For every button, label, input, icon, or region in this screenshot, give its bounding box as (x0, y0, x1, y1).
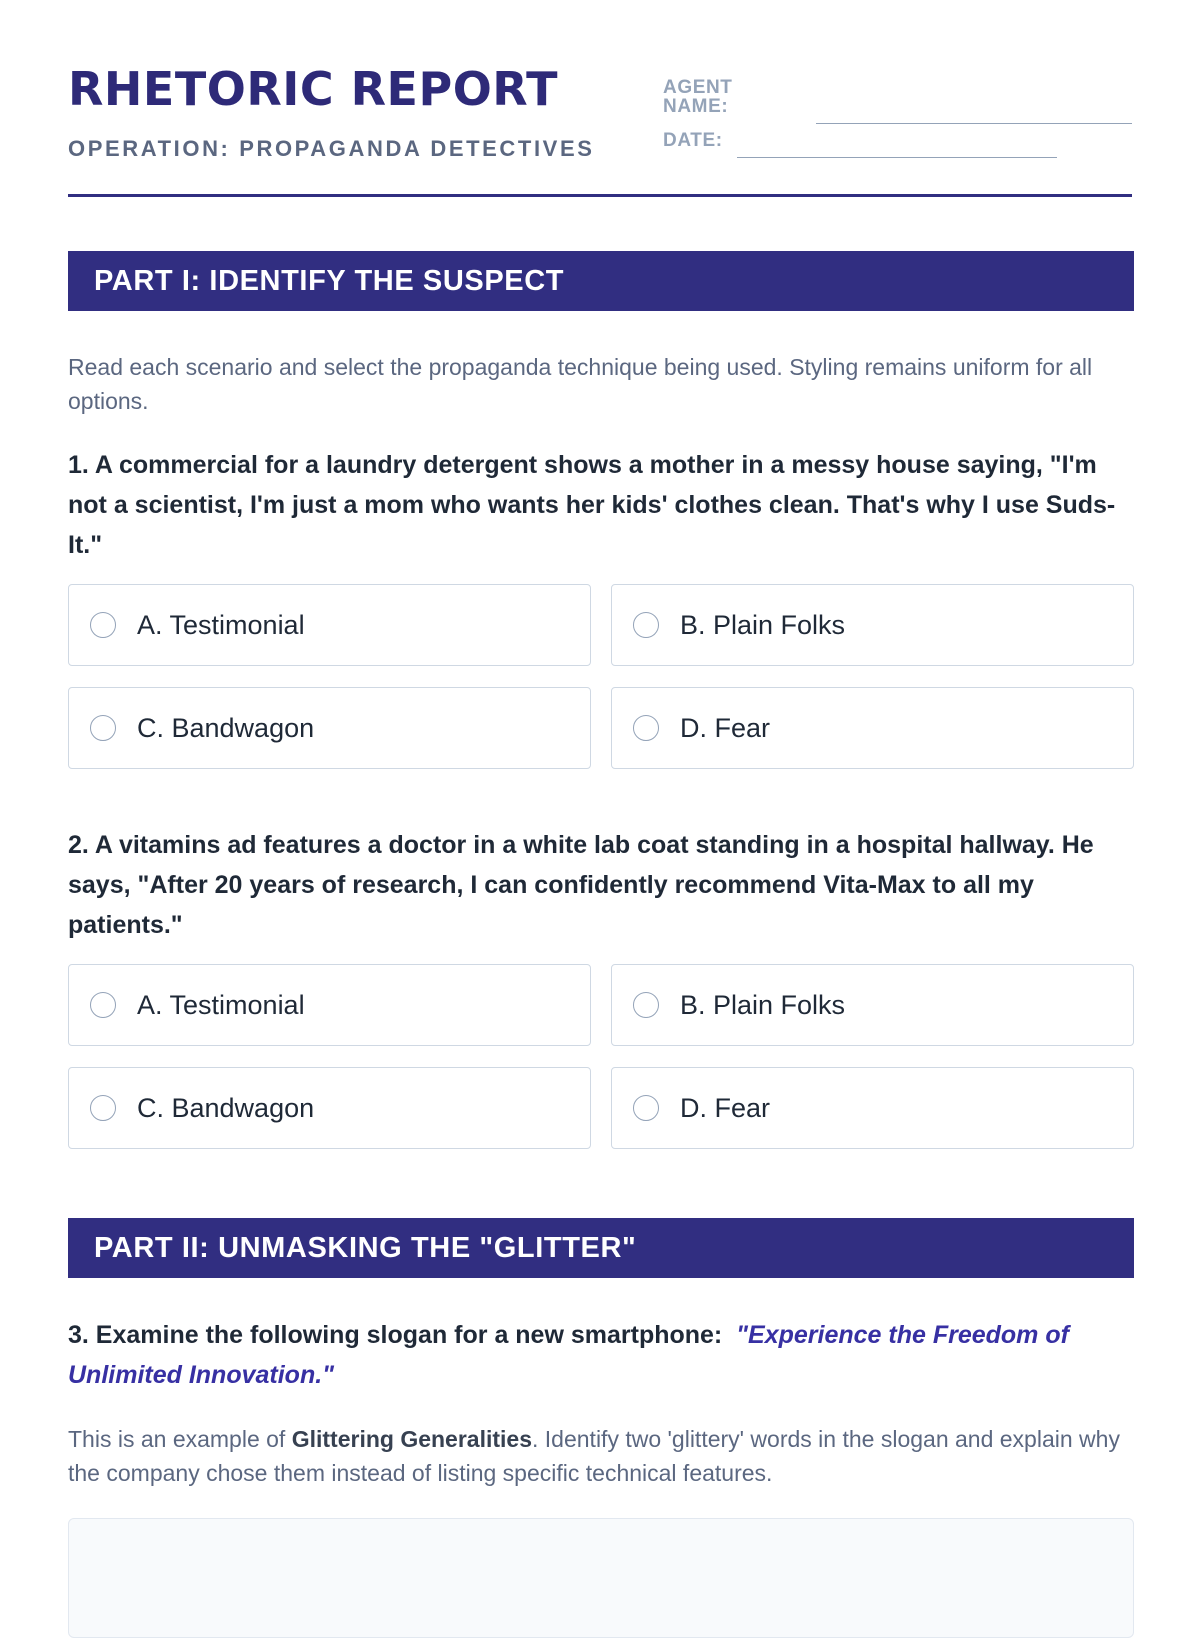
radio-icon[interactable] (90, 612, 116, 638)
q2-option-b-label: B. Plain Folks (680, 989, 846, 1020)
agent-name-input-line[interactable] (816, 123, 1132, 124)
agent-name-field (663, 78, 1132, 116)
part-2-heading: PART II: UNMASKING THE "GLITTER" (68, 1218, 1134, 1278)
radio-icon[interactable] (633, 715, 659, 741)
date-field (663, 131, 1057, 150)
q2-option-d[interactable] (611, 1067, 1134, 1149)
radio-icon[interactable] (90, 992, 116, 1018)
smartphone-slogan: "Experience the Freedom of Unlimited Innovation." (68, 1321, 1069, 1389)
q2-option-d-label: D. Fear (680, 1092, 771, 1123)
agent-name-label: AGENT NAME: (663, 77, 733, 117)
q2-option-c-label: C. Bandwagon (137, 1092, 315, 1123)
question-3-instructions (68, 1422, 1134, 1490)
question-1-text: 1. A commercial for a laundry detergent shows a mother in a messy house saying, "I'm not a scientist, I'm just a mom who wants her kids' clothes clean. That's why I use Suds-It." (68, 451, 1116, 559)
q1-option-d-label: D. Fear (680, 712, 771, 743)
radio-icon[interactable] (90, 715, 116, 741)
q2-option-b[interactable] (611, 964, 1134, 1046)
body-text-intro: This is an example of (68, 1426, 292, 1452)
date-input-line[interactable] (737, 157, 1057, 158)
question-3-prefix: 3. Examine the following slogan for a new smartphone: (68, 1321, 723, 1349)
report-subtitle: OPERATION: PROPAGANDA DETECTIVES (68, 136, 595, 161)
part-1-instructions: Read each scenario and select the propaganda technique being used. Styling remains uniform for all options. (68, 354, 1093, 414)
radio-icon[interactable] (633, 1095, 659, 1121)
q2-option-c[interactable] (68, 1067, 591, 1149)
radio-icon[interactable] (633, 612, 659, 638)
question-3-answer-box[interactable] (68, 1518, 1134, 1638)
question-2-text: 2. A vitamins ad features a doctor in a white lab coat standing in a hospital hallway. He says, "After 20 years of research, I can confidently recommend Vita-Max to all my patients." (68, 831, 1094, 939)
q1-option-b-label: B. Plain Folks (680, 609, 846, 640)
report-header (68, 0, 1132, 197)
q1-option-b[interactable] (611, 584, 1134, 666)
q1-option-c-label: C. Bandwagon (137, 712, 315, 743)
question-1-options (68, 584, 1134, 769)
q1-option-c[interactable] (68, 687, 591, 769)
technique-name: Glittering Generalities (291, 1426, 533, 1452)
question-2-options (68, 964, 1134, 1149)
radio-icon[interactable] (633, 992, 659, 1018)
body-text-rest: . Identify two 'glittery' words in the slogan and explain why the company chose them instead of listing specific technical features. (68, 1426, 1120, 1486)
q1-option-a[interactable] (68, 584, 591, 666)
report-title: RHETORIC REPORT (68, 62, 559, 116)
date-label: DATE: (663, 130, 723, 151)
q2-option-a-label: A. Testimonial (137, 989, 305, 1020)
q1-option-d[interactable] (611, 687, 1134, 769)
part-1-heading: PART I: IDENTIFY THE SUSPECT (68, 251, 1134, 311)
q1-option-a-label: A. Testimonial (137, 609, 305, 640)
question-3-text (68, 1315, 1134, 1395)
radio-icon[interactable] (90, 1095, 116, 1121)
q2-option-a[interactable] (68, 964, 591, 1046)
